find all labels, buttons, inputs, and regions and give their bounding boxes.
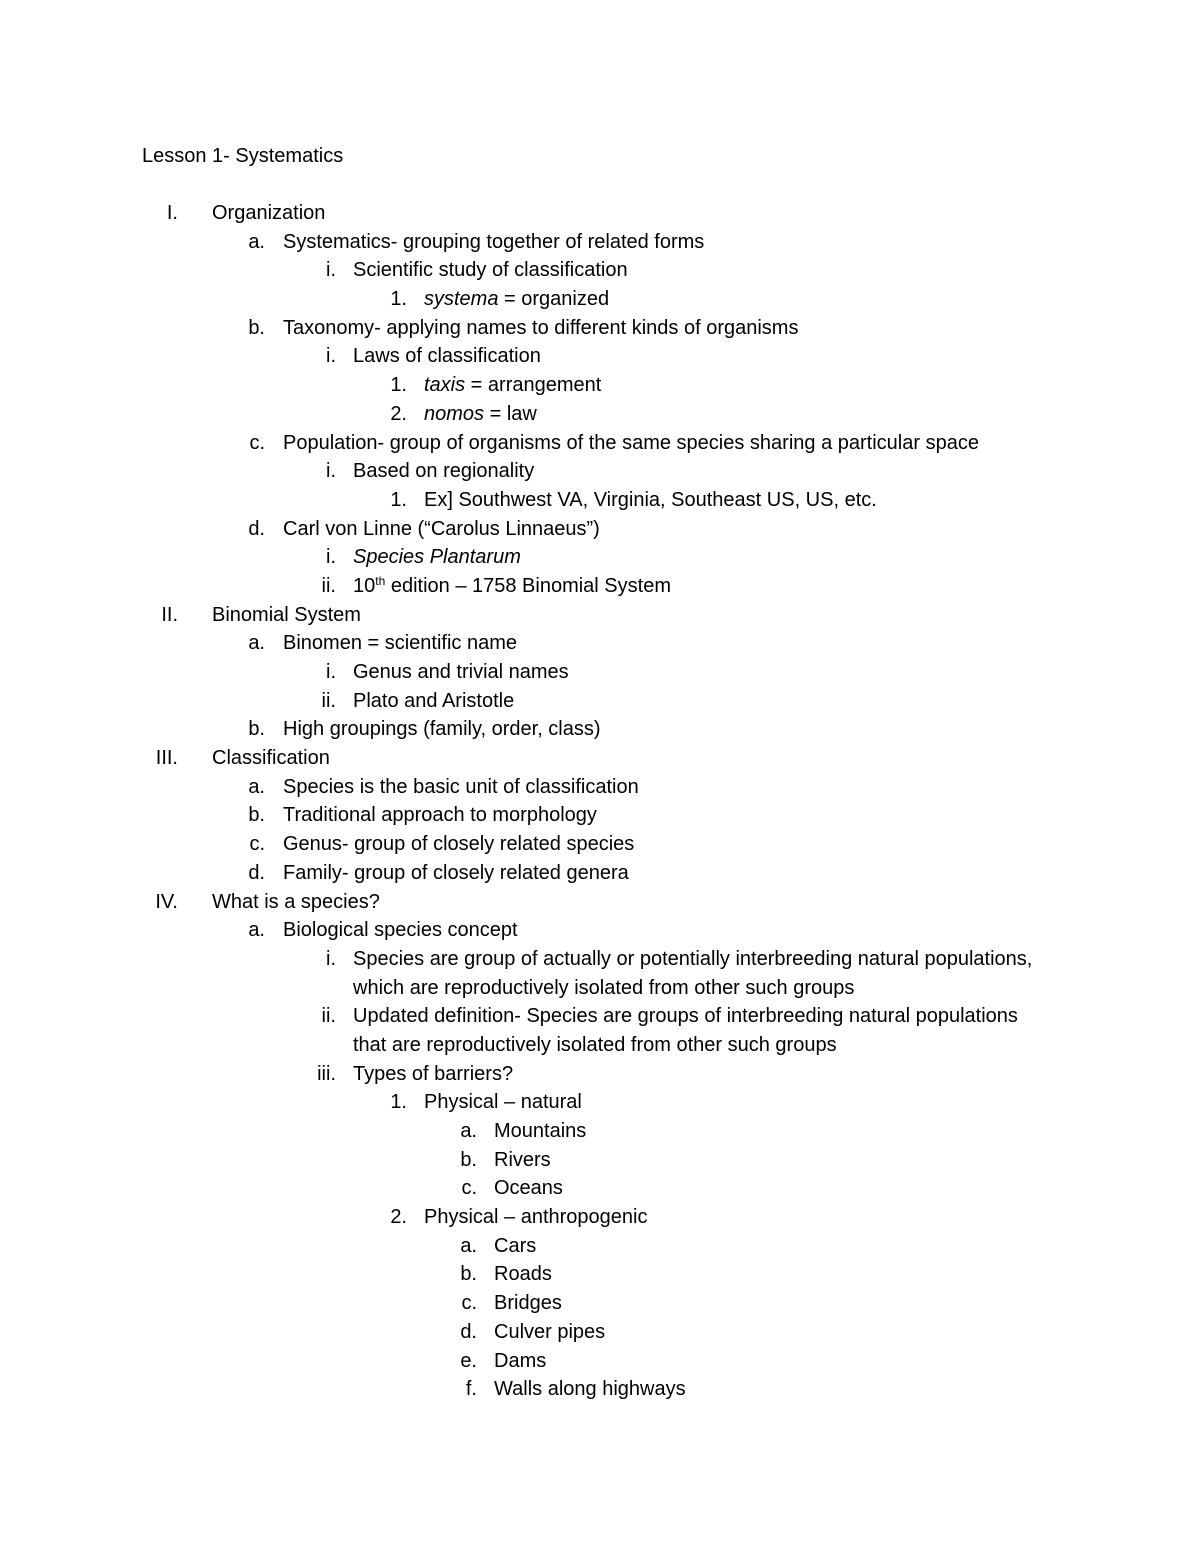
item-marker: c. — [249, 431, 265, 454]
item-text: Based on regionality — [353, 460, 535, 483]
item-text: Rivers — [494, 1148, 551, 1171]
outline-item — [0, 400, 1200, 429]
outline-item — [0, 1088, 1200, 1117]
item-marker: b. — [460, 1263, 477, 1286]
item-marker: 1. — [390, 374, 407, 397]
edition-number: 10 — [353, 574, 376, 597]
section-heading: Organization — [212, 202, 326, 224]
item-text: Biological species concept — [283, 919, 518, 942]
outline-item — [0, 1347, 1200, 1376]
item-marker: a. — [248, 230, 265, 253]
item-text: Mountains — [494, 1120, 587, 1143]
item-marker: f. — [465, 1378, 477, 1401]
outline-item — [0, 945, 1200, 1002]
latin-term: systema — [424, 288, 499, 311]
outline-item — [0, 285, 1200, 314]
item-text — [424, 400, 537, 429]
item-text: High groupings (family, order, class) — [283, 718, 601, 741]
item-marker: c. — [249, 833, 265, 856]
item-text: Species is the basic unit of classification — [283, 775, 639, 798]
item-text: Walls along highways — [494, 1378, 686, 1401]
item-text: Cars — [494, 1234, 537, 1257]
item-marker: e. — [460, 1349, 477, 1372]
item-marker: i. — [326, 460, 336, 483]
outline-item — [0, 773, 1200, 802]
outline-item — [0, 1146, 1200, 1175]
item-text: Oceans — [494, 1177, 563, 1200]
item-marker: b. — [460, 1148, 477, 1171]
item-marker: b. — [248, 804, 265, 827]
item-marker: 2. — [390, 402, 407, 425]
ordinal-suffix: th — [375, 573, 386, 588]
outline-item — [0, 801, 1200, 830]
outline-item — [0, 1289, 1200, 1318]
outline-item — [0, 1060, 1200, 1089]
edition-text: edition – 1758 Binomial System — [385, 574, 671, 597]
outline-item — [0, 199, 1200, 228]
outline-item — [0, 572, 1200, 601]
item-text: Scientific study of classification — [353, 259, 628, 282]
item-marker: IV. — [155, 890, 178, 913]
outline-item — [0, 1002, 1200, 1059]
item-marker: a. — [460, 1234, 477, 1257]
item-marker: a. — [248, 632, 265, 655]
item-text: Population- group of organisms of the same species sharing a particular space — [283, 431, 979, 454]
outline-item — [0, 629, 1200, 658]
item-text: Carl von Linne (“Carolus Linnaeus”) — [283, 517, 600, 540]
item-text: Culver pipes — [494, 1320, 606, 1343]
item-marker: i. — [326, 661, 336, 683]
item-text — [353, 572, 1033, 601]
item-text — [353, 543, 1033, 572]
item-marker: ii. — [321, 574, 336, 597]
latin-term: taxis — [424, 374, 466, 397]
item-marker: i. — [326, 345, 336, 368]
outline-item — [0, 515, 1200, 544]
outline-item — [0, 830, 1200, 859]
item-text: Family- group of closely related genera — [283, 861, 629, 884]
item-text — [424, 285, 609, 314]
item-marker: i. — [326, 259, 336, 282]
outline-item — [0, 543, 1200, 572]
outline-item — [0, 256, 1200, 285]
item-text: Ex] Southwest VA, Virginia, Southeast US, US, etc. — [424, 488, 877, 511]
item-marker: ii. — [321, 1005, 336, 1028]
item-marker: d. — [248, 517, 265, 540]
outline-item — [0, 715, 1200, 744]
item-text: Species are group of actually or potentially interbreeding natural populations, which are reproductively isolated from other such groups — [353, 947, 1033, 999]
item-marker: ii. — [321, 689, 336, 712]
item-text: Plato and Aristotle — [353, 689, 515, 712]
outline-item — [0, 744, 1200, 773]
section-heading: What is a species? — [212, 890, 380, 913]
lesson-outline — [0, 199, 1200, 1404]
item-marker: a. — [248, 775, 265, 798]
item-marker: 1. — [390, 488, 407, 511]
item-text: Updated definition- Species are groups of interbreeding natural populations that are reproductively isolated from other such groups — [353, 1005, 1018, 1056]
item-marker: a. — [248, 919, 265, 942]
outline-item — [0, 228, 1200, 257]
book-title: Species Plantarum — [353, 546, 521, 569]
outline-item — [0, 1318, 1200, 1347]
outline-item — [0, 342, 1200, 371]
item-marker: b. — [248, 316, 265, 339]
outline-item — [0, 1174, 1200, 1203]
outline-item — [0, 314, 1200, 343]
document-title: Lesson 1- Systematics — [142, 145, 344, 167]
item-marker: i. — [326, 546, 336, 569]
item-marker: b. — [248, 718, 265, 741]
outline-item — [0, 687, 1200, 716]
outline-item — [0, 1260, 1200, 1289]
outline-item — [0, 429, 1200, 458]
item-marker: a. — [460, 1120, 477, 1143]
outline-item — [0, 859, 1200, 888]
item-text: Genus- group of closely related species — [283, 833, 635, 856]
outline-item — [0, 457, 1200, 486]
item-text: Physical – anthropogenic — [424, 1206, 648, 1229]
item-text: Traditional approach to morphology — [283, 804, 597, 827]
item-text: Systematics- grouping together of related forms — [283, 230, 705, 253]
item-text: Physical – natural — [424, 1091, 582, 1114]
term-definition: = arrangement — [465, 374, 602, 397]
section-heading: Binomial System — [212, 603, 361, 626]
outline-item — [0, 486, 1200, 515]
item-marker: d. — [248, 861, 265, 884]
item-marker: 1. — [390, 1091, 407, 1114]
outline-item — [0, 1375, 1200, 1404]
item-text: Laws of classification — [353, 345, 541, 368]
outline-item — [0, 888, 1200, 917]
item-marker: 1. — [390, 288, 407, 311]
outline-item — [0, 1117, 1200, 1146]
item-text: Types of barriers? — [353, 1062, 514, 1085]
term-definition: = law — [484, 402, 537, 425]
item-marker: III. — [155, 747, 178, 770]
item-text: Genus and trivial names — [353, 661, 569, 683]
outline-item — [0, 371, 1200, 400]
item-marker: d. — [460, 1320, 477, 1343]
outline-item — [0, 658, 1200, 687]
latin-term: nomos — [424, 402, 485, 425]
section-heading: Classification — [212, 747, 330, 770]
item-text: Bridges — [494, 1292, 562, 1315]
item-marker: i. — [326, 947, 336, 970]
outline-item — [0, 916, 1200, 945]
item-marker: c. — [461, 1292, 477, 1315]
item-marker: II. — [161, 603, 178, 626]
item-text: Roads — [494, 1263, 552, 1286]
item-marker: I. — [166, 202, 178, 224]
item-text — [424, 371, 601, 400]
outline-item — [0, 1232, 1200, 1261]
outline-item — [0, 1203, 1200, 1232]
term-definition: = organized — [498, 288, 610, 311]
item-text: Taxonomy- applying names to different kinds of organisms — [283, 316, 799, 339]
item-text: Binomen = scientific name — [283, 632, 518, 655]
outline-item — [0, 601, 1200, 630]
item-marker: c. — [461, 1177, 477, 1200]
item-marker: 2. — [390, 1206, 407, 1229]
item-marker: iii. — [317, 1062, 336, 1085]
item-text: Dams — [494, 1349, 547, 1372]
